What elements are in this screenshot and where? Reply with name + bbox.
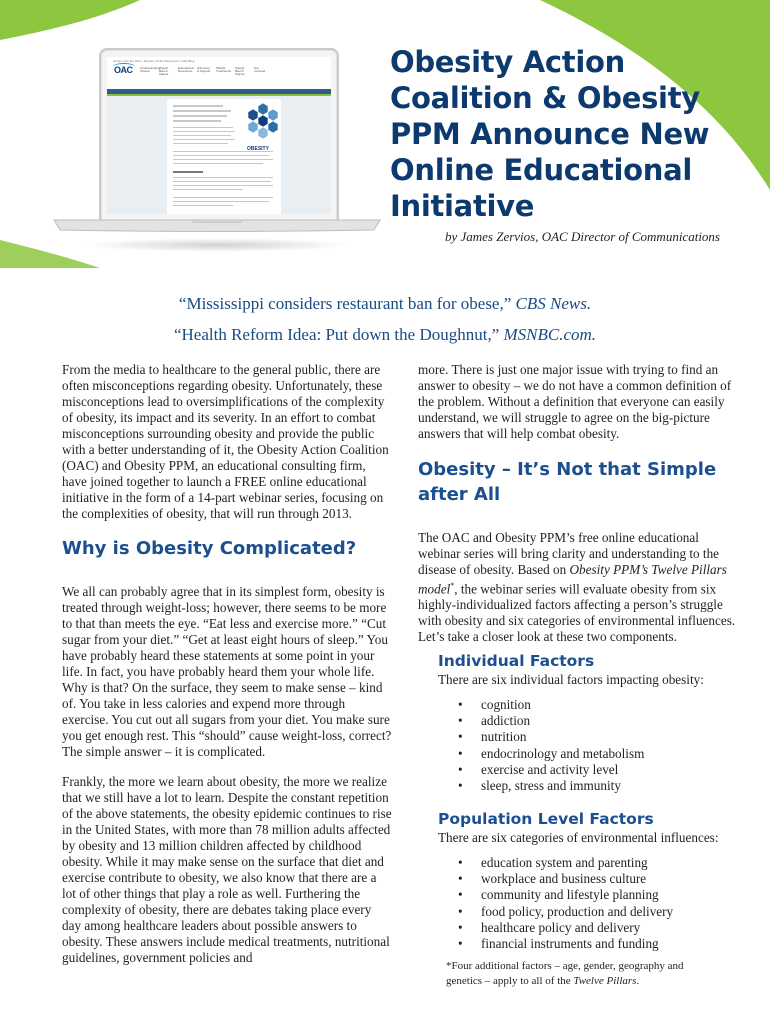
list-item: • community and lifestyle planning (458, 887, 673, 903)
list-item: • financial instruments and funding (458, 936, 673, 952)
not-simple-paragraph: The OAC and Obesity PPM’s free online educational webinar series will bring clarity and understanding to the disease of obesity. Based on Obesity PPM’s Twelve Pillars model*, the webinar series will evaluate obesity from six highly-individualized factors affecting a person’s struggle with obesity and six categories of environmental influences. Let’s take a closer look at these two components. (418, 530, 736, 645)
pull-quote-2: “Health Reform Idea: Put down the Doughnut,” MSNBC.com. (173, 325, 597, 344)
list-item: • endocrinology and metabolism (458, 746, 644, 762)
intro-paragraph: From the media to healthcare to the general public, there are often misconceptions regarding obesity. Unfortunately, these misconceptions lead to oversimplifications of the complexity of obesity, its impact and its severity. In an effort to combat misconceptions surrounding obesity and provide the public with a better understanding of it, the Obesity Action Coalition (OAC) and Obesity PPM, an educational consulting firm, have joined together to launch a FREE online educational initiative in the form of a 14-part webinar series, focusing on the complexities of obesity, that will run through 2013. (62, 362, 389, 521)
laptop-illustration (52, 40, 382, 266)
laptop-screen-frame (99, 48, 339, 224)
footnote: *Four additional factors – age, gender, geography and genetics – apply to all of the Twelve Pillars. (446, 960, 684, 987)
list-item: • healthcare policy and delivery (458, 920, 673, 936)
heading-population-factors: Population Level Factors (438, 810, 654, 828)
obesity-ppm-hex-logo (243, 101, 283, 145)
right-intro-paragraph: more. There is just one major issue with trying to find an answer to obesity – we do not have a common definition of the problem. Without a definition that everyone can easily understand, we will struggle to agree on the big-picture answers that will help combat obesity. (418, 362, 732, 441)
mini-site-logo: OAC (113, 65, 135, 77)
list-item: • cognition (458, 697, 644, 713)
article-title: Obesity Action Coalition & Obesity PPM Announce New Online Educational Initiative (390, 45, 710, 223)
mini-site-topnav: Home | Join the OAC | Donate | Order Resources | OAC Blog (113, 59, 195, 63)
laptop-screen (107, 57, 331, 214)
list-item: • nutrition (458, 729, 644, 745)
individual-factors-list (458, 697, 644, 794)
list-item: • exercise and activity level (458, 762, 644, 778)
laptop-base (52, 218, 382, 232)
mini-site-nav: Understanding Obesity Weight Bias & Stigma Educational Resources Advocacy & Support Weight Treatments Weight Bias & Stigma Get Involved (140, 66, 266, 76)
population-factors-list (458, 855, 673, 952)
list-item: • addiction (458, 713, 644, 729)
pull-quote-1: “Mississippi considers restaurant ban for obese,” CBS News. (178, 294, 592, 313)
heading-why-complicated: Why is Obesity Complicated? (62, 538, 357, 559)
list-item: • education system and parenting (458, 855, 673, 871)
population-factors-intro: There are six categories of environmental influences: (438, 830, 719, 845)
heading-not-simple: Obesity – It’s Not that Simple after All (418, 459, 717, 505)
mini-obesity-label: OBESITY (247, 146, 269, 152)
why-paragraph-2: Frankly, the more we learn about obesity, the more we realize that we still have a lot to learn. Despite the constant repetition of the above statements, the obesity epidemic continues to rise in the United States, with more than 78 million adults affected by obesity and 13 million children affected by childhood obesity. While it may make sense on the surface that diet and exercise contribute to obesity, we also know that there are a lot of other things that play a role as well. Furthering the complexity of obesity, there are debates taking place every day among healthcare leaders about possible answers to obesity. These answers include medical treatments, nutritional guidelines, government policies and (62, 774, 392, 965)
individual-factors-intro: There are six individual factors impacting obesity: (438, 672, 704, 687)
why-paragraph-1: We all can probably agree that in its simplest form, obesity is treated through weight-loss; however, there seems to be more to that than meets the eye. “Eat less and exercise more.” “Cut sugar from your diet.” “Get at least eight hours of sleep.” You have probably heard these statements at some point in your life. In fact, you have probably heard them your whole life. Why is that? On the surface, they seem to make sense – kind of. You take in less calories and expend more through exercise. You cut out all sugars from your diet. You make sure you get enough rest. This “should” cause weight-loss, correct? The simple answer – it is complicated. (62, 584, 392, 759)
list-item: • food policy, production and delivery (458, 904, 673, 920)
heading-individual-factors: Individual Factors (438, 652, 595, 670)
list-item: • workplace and business culture (458, 871, 673, 887)
byline: by James Zervios, OAC Director of Communications (444, 229, 720, 244)
list-item: • sleep, stress and immunity (458, 778, 644, 794)
